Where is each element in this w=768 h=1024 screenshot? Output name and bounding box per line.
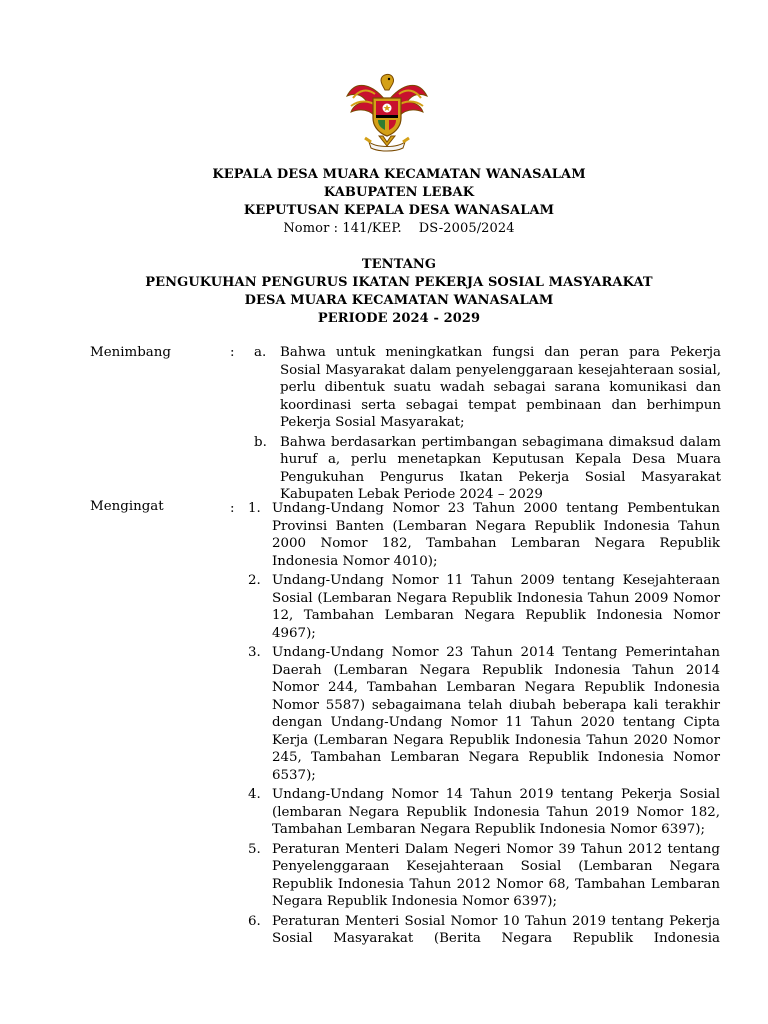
item-text: Peraturan Menteri Dalam Negeri Nomor 39 Tahun 2012 tentang Penyelenggaraan Kesejahteraan Sosial (Lembaran Negara Republik Indonesia Tahun 2012 Nomor 68, Tambahan Lembaran Negara Republik Indonesia Nomor 6397); — [272, 841, 729, 909]
header-line-2: KABUPATEN LEBAK — [323, 185, 475, 200]
list-item — [90, 786, 730, 839]
list-item — [90, 644, 730, 784]
header-line-1: KEPALA DESA MUARA KECAMATAN WANASALAM — [212, 167, 586, 182]
list-item — [90, 913, 730, 948]
mengingat-label: Mengingat — [90, 499, 164, 514]
item-text: Undang-Undang Nomor 14 Tahun 2019 tentang Pekerja Sosial (lembaran Negara Republik Indonesia Tahun 2019 Nomor 182, Tambahan Lembaran Negara Republik Indonesia Nomor 6397); — [272, 787, 720, 837]
title-line-2: DESA MUARA KECAMATAN WANASALAM — [244, 293, 554, 308]
list-item — [90, 434, 730, 504]
list-item — [90, 500, 730, 570]
item-marker: 6. — [248, 913, 261, 929]
item-text: Bahwa untuk meningkatkan fungsi dan peran para Pekerja Sosial Masyarakat dalam penyelenggaraan kesejahteraan sosial, perlu dibentuk suatu wadah sebagai sarana komunikasi dan koordinasi serta sebagai tempat pembinaan dan berhimpun Pekerja Sosial Masyarakat; — [280, 345, 721, 430]
title-line-3: PERIODE 2024 - 2029 — [317, 311, 481, 326]
item-marker: 3. — [248, 645, 261, 660]
item-marker: 4. — [248, 787, 261, 802]
title-line-1: PENGUKUHAN PENGURUS IKATAN PEKERJA SOSIAL MASYARAKAT — [145, 275, 653, 290]
item-text: Undang-Undang Nomor 23 Tahun 2014 Tentang Pemerintahan Daerah (Lembaran Negara Republik Indonesia Tahun 2014 Nomor 244, Tambahan Lembaran Negara Republik Indonesia Nomor 5587) sebagaimana telah diubah beberapa kali terakhir dengan Undang-Undang Nomor 11 Tahun 2020 tentang Cipta Kerja (Lembaran Negara Republik Indonesia Tahun 2020 Nomor 245, Tambahan Lembaran Negara Republik Indonesia Nomor 6537); — [272, 645, 720, 783]
item-marker: b. — [254, 434, 267, 450]
item-text: Undang-Undang Nomor 23 Tahun 2000 tentang Pembentukan Provinsi Banten (Lembaran Negara Republik Indonesia Tahun 2000 Nomor 182, Tambahan Lembaran Negara Republik Indonesia Nomor 4010); — [272, 501, 720, 569]
item-text: Bahwa berdasarkan pertimbangan sebagimana dimaksud dalam huruf a, perlu menetapkan Keputusan Kepala Desa Muara Pengukuhan Pengurus Ikatan Pekerja Sosial Masyarakat Kabupaten Lebak Periode 2024 – 2029 — [280, 434, 721, 502]
item-marker: 1. — [248, 501, 261, 516]
list-item — [90, 572, 730, 642]
mengingat-section — [90, 500, 730, 948]
item-marker: a. — [254, 345, 267, 360]
item-text: Undang-Undang Nomor 11 Tahun 2009 tentang Kesejahteraan Sosial (Lembaran Negara Republik Indonesia Tahun 2009 Nomor 12, Tambahan Lembaran Negara Republik Indonesia Nomor 4967); — [272, 573, 720, 641]
list-item — [90, 344, 730, 432]
menimbang-label: Menimbang — [90, 345, 171, 360]
menimbang-colon: : — [230, 345, 235, 360]
item-marker: 2. — [248, 573, 261, 588]
list-item — [90, 841, 730, 911]
tentang-heading: TENTANG — [361, 257, 437, 272]
document-number: Nomor : 141/KEP. DS-2005/2024 — [283, 221, 515, 236]
document-header — [0, 166, 768, 328]
menimbang-section — [90, 344, 730, 504]
header-line-3: KEPUTUSAN KEPALA DESA WANASALAM — [243, 203, 555, 218]
garuda-emblem — [341, 72, 433, 156]
item-text: Peraturan Menteri Sosial Nomor 10 Tahun 2019 tentang Pekerja Sosial Masyarakat (Berita Negara Republik Indonesia — [272, 913, 720, 946]
item-marker: 5. — [248, 841, 261, 857]
mengingat-colon: : — [230, 501, 235, 516]
